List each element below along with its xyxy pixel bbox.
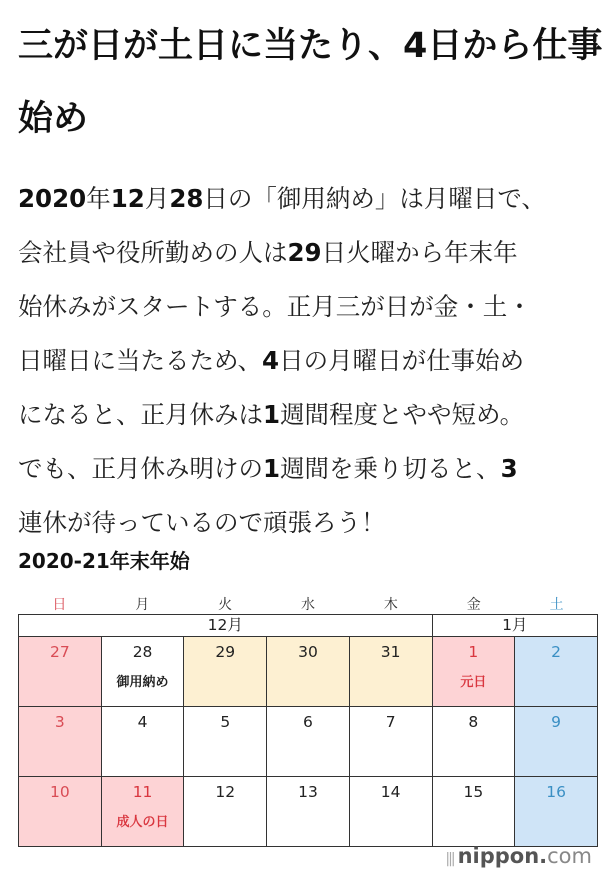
day-cell: 2: [515, 637, 598, 707]
day-label: 御用納め: [116, 675, 169, 690]
nippon-logo: ||| nippon.com: [445, 844, 592, 868]
weekday-header: [18, 594, 598, 614]
day-cell: 30: [267, 637, 350, 707]
week-row: [19, 707, 598, 777]
weekday-fri: 金: [466, 597, 481, 613]
body-line: 日曜日に当たるため、4日の月曜日が仕事始め: [18, 346, 525, 375]
day-cell: 6: [267, 707, 350, 777]
logo-mark-icon: |||: [445, 851, 454, 867]
day-label: 成人の日: [116, 815, 169, 830]
article-body: [18, 172, 614, 550]
weekday-sat: 土: [549, 597, 564, 613]
day-cell: 29: [184, 637, 267, 707]
body-line: になると、正月休みは1週間程度とやや短め。: [18, 400, 525, 429]
weekday-thu: 木: [383, 597, 398, 613]
month-january: 1月: [432, 615, 597, 637]
body-line: 会社員や役所勤めの人は29日火曜から年末年: [18, 238, 518, 267]
day-cell: 27: [19, 637, 102, 707]
day-cell: 28 御用納め: [101, 637, 184, 707]
month-december: 12月: [19, 615, 433, 637]
article-title: 三が日が土日に当たり、4日から仕事始め: [18, 26, 603, 139]
weekday-sun: 日: [52, 597, 67, 613]
day-cell: 15: [432, 777, 515, 847]
body-line: でも、正月休み明けの1週間を乗り切ると、3: [18, 454, 518, 483]
day-cell: 10: [19, 777, 102, 847]
day-cell: 9: [515, 707, 598, 777]
body-line: 2020年12月28日の「御用納め」は月曜日で、: [18, 184, 546, 213]
calendar-table: [18, 614, 598, 847]
day-label: 元日: [460, 675, 487, 690]
day-cell: 7: [349, 707, 432, 777]
day-cell: 4: [101, 707, 184, 777]
day-cell: 31: [349, 637, 432, 707]
day-cell: 12: [184, 777, 267, 847]
weekday-tue: 火: [218, 597, 233, 613]
week-row: [19, 637, 598, 707]
weekday-mon: 月: [135, 597, 150, 613]
body-line: 始休みがスタートする。正月三が日が金・土・: [18, 292, 532, 321]
day-cell: 8: [432, 707, 515, 777]
day-cell: 13: [267, 777, 350, 847]
day-cell: 5: [184, 707, 267, 777]
month-row: [19, 615, 598, 637]
body-line: 連休が待っているので頑張ろう！: [18, 508, 386, 537]
day-cell: 14: [349, 777, 432, 847]
week-row: [19, 777, 598, 847]
calendar-title: 2020-21年末年始: [18, 549, 190, 573]
day-cell: 3: [19, 707, 102, 777]
weekday-wed: 水: [301, 597, 315, 613]
day-cell: 11 成人の日: [101, 777, 184, 847]
day-cell: 1 元日: [432, 637, 515, 707]
day-cell: 16: [515, 777, 598, 847]
